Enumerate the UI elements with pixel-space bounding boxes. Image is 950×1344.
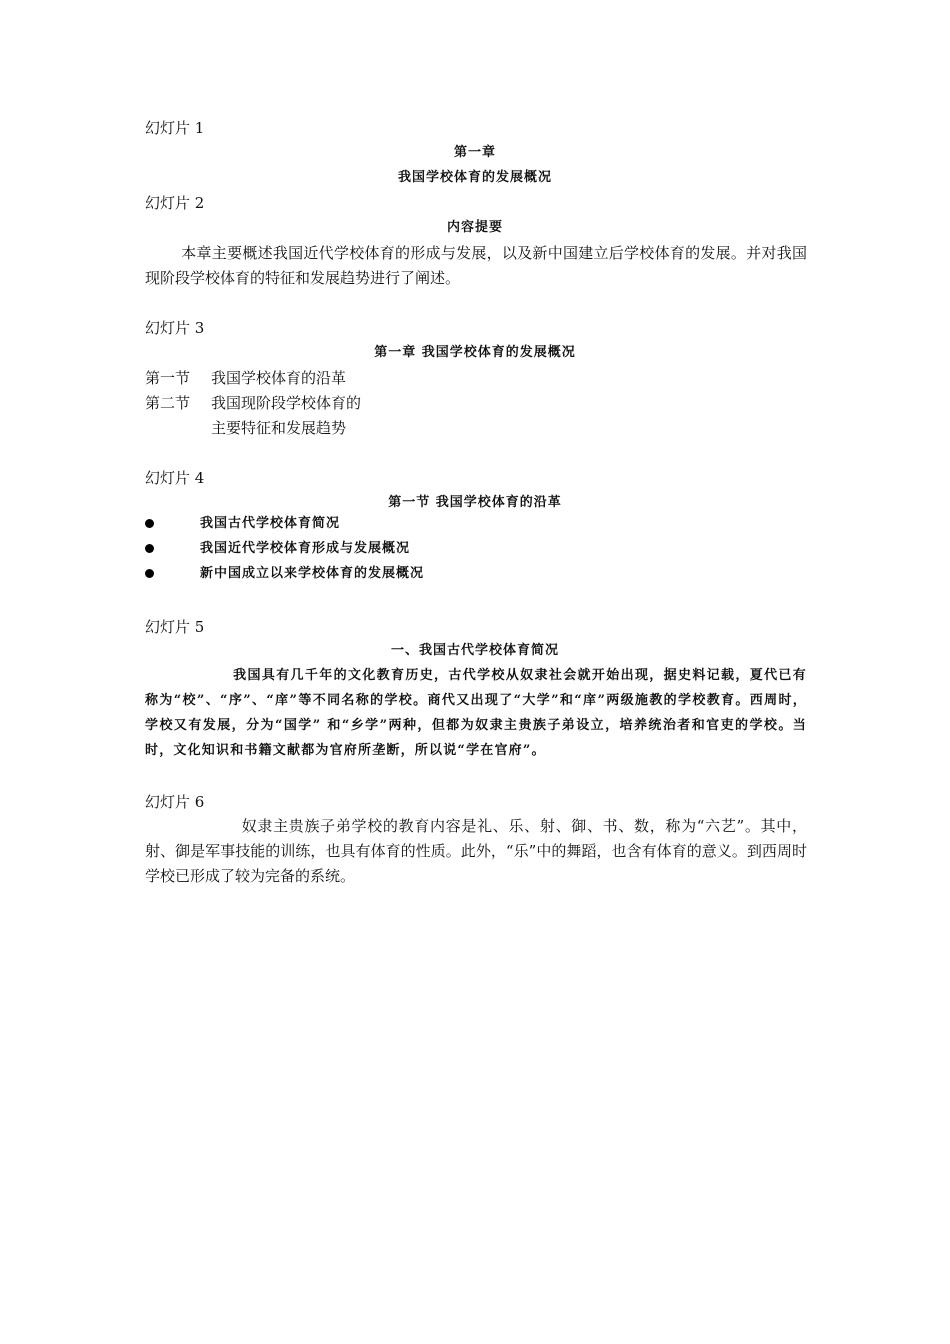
bullet-icon — [145, 519, 154, 528]
slide-2-paragraph — [145, 241, 807, 291]
toc-item-3-text: 主要特征和发展趋势 — [211, 419, 347, 437]
toc-item-2-section: 第二节 — [145, 394, 191, 412]
bullet-item-3: 新中国成立以来学校体育的发展概况 — [200, 566, 425, 581]
slide-6-paragraph — [145, 814, 807, 889]
slide-1-subtitle: 我国学校体育的发展概况 — [397, 170, 552, 185]
slide-6-label: 幻灯片 6 — [145, 793, 205, 811]
slide-1-title: 第一章 — [453, 145, 496, 160]
bullet-item-2: 我国近代学校体育形成与发展概况 — [200, 541, 411, 556]
slide-2-label: 幻灯片 2 — [145, 194, 205, 212]
slide-2-title: 内容提要 — [446, 220, 503, 235]
bullet-icon — [145, 544, 154, 553]
bullet-icon — [145, 569, 154, 578]
toc-item-1-section: 第一节 — [145, 369, 191, 387]
slide-6-paragraph-text: 奴隶主贵族子弟学校的教育内容是礼、乐、射、御、书、数，称为“六艺”。其中，射、御是军事技能的训练，也具有体育的性质。此外，“乐”中的舞蹈，也含有体育的意义。到西周时学校已形成了较为完备的系统。 — [145, 817, 807, 885]
slide-5-label: 幻灯片 5 — [145, 618, 205, 636]
bullet-item-1: 我国古代学校体育简况 — [200, 516, 341, 531]
slide-4-label: 幻灯片 4 — [145, 469, 205, 487]
slide-5-paragraph — [145, 663, 807, 763]
toc-item-2-text: 我国现阶段学校体育的 — [211, 394, 362, 412]
slide-5-title: 一、我国古代学校体育简况 — [390, 643, 559, 658]
slide-4-title: 第一节 我国学校体育的沿革 — [388, 495, 562, 510]
toc-item-1-text: 我国学校体育的沿革 — [211, 369, 347, 387]
slide-1-label: 幻灯片 1 — [145, 119, 205, 137]
slide-2-paragraph-text: 本章主要概述我国近代学校体育的形成与发展，以及新中国建立后学校体育的发展。并对我国现阶段学校体育的特征和发展趋势进行了阐述。 — [145, 244, 807, 287]
slide-5-paragraph-text: 我国具有几千年的文化教育历史，古代学校从奴隶社会就开始出现，据史料记载，夏代已有称为“校”、“序”、“庠”等不同名称的学校。商代又出现了“大学”和“庠”两级施教的学校教育。西周时，学校又有发展，分为“国学” 和“乡学”两种，但都为奴隶主贵族子弟设立，培养统治者和官吏的学校。当时，文化知识和书籍文献都为官府所垄断，所以说“学在官府”。 — [145, 668, 807, 758]
slide-3-title: 第一章 我国学校体育的发展概况 — [374, 345, 576, 360]
slide-3-label: 幻灯片 3 — [145, 319, 205, 337]
